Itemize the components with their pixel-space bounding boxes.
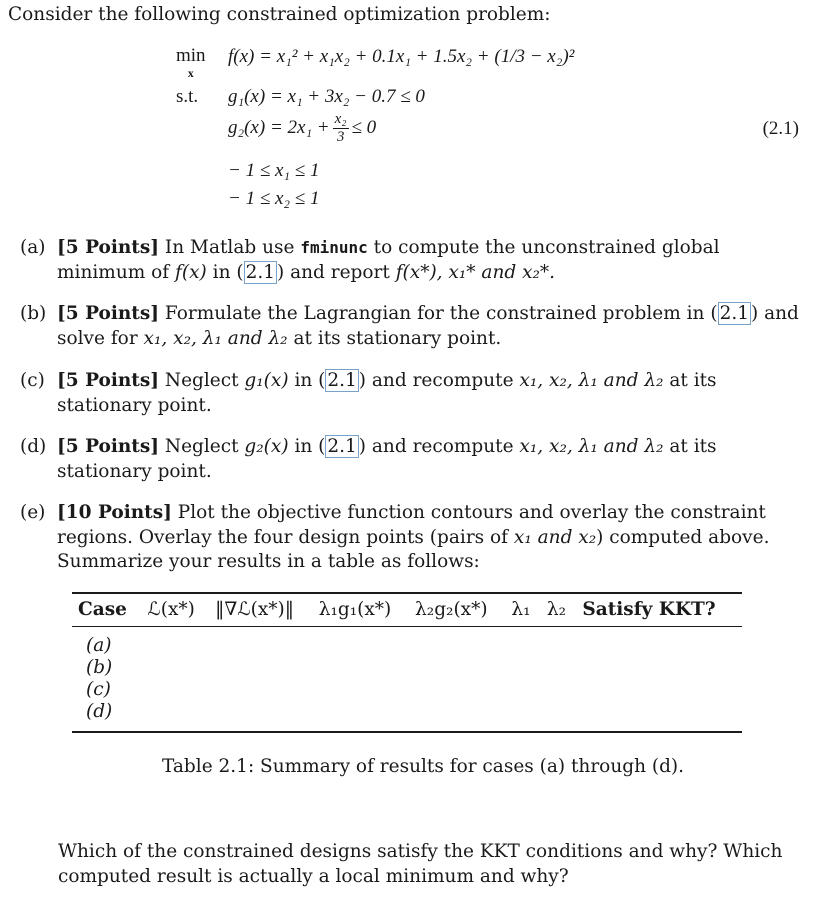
equation-ref: 2.1: [327, 370, 357, 391]
table-header: ‖∇ℒ(x*)‖: [209, 593, 313, 627]
table-header: λ₁: [505, 593, 541, 627]
equation-ref: 2.1: [245, 261, 275, 283]
closing-question: Which of the constrained designs satisfy the KKT conditions and why? Which computed result is actually a local minimum and why?: [58, 841, 783, 887]
part-c: (c) [5 Points] Neglect g₁(x) in ( 2.1 ) and recompute x₁, x₂, λ₁ and λ₂ at its stationary point.: [20, 370, 717, 416]
min-operator: min x: [176, 45, 206, 80]
table-row: [72, 679, 742, 701]
table-row: [72, 627, 742, 658]
summary-table: [72, 592, 742, 733]
table-header: λ₁g₁(x*): [313, 593, 409, 627]
constraint-g1: g₁(x) = x₁ + 3x₂ − 0.7 ≤ 0: [228, 86, 425, 107]
equation-ref: 2.1: [327, 436, 357, 457]
bound-x1: − 1 ≤ x₁ ≤ 1: [228, 160, 320, 181]
subject-to-label: s.t.: [176, 86, 199, 107]
part-e: (e) [10 Points] Plot the objective function contours and overlay the constraint regions. Overlay the four design points (pairs of x₁ and x₂) computed above. Summarize your results in a table as follows:: [20, 502, 770, 572]
table-header-row: [72, 593, 742, 627]
case-cell: (d): [72, 701, 141, 732]
case-cell: (a): [86, 635, 112, 656]
part-a: (a) [5 Points] In Matlab use fminunc to compute the unconstrained global minimum of f(x) in ( 2.1 ) and report f(x*), x₁* and x₂*.: [20, 237, 720, 283]
part-b: (b) [5 Points] Formulate the Lagrangian for the constrained problem in ( 2.1 ) and solve for x₁, x₂, λ₁ and λ₂ at its stationary point.: [20, 303, 799, 349]
equation-number: (2.1): [762, 118, 799, 139]
table-row: [72, 701, 742, 732]
table-caption: Table 2.1: Summary of results for cases (a) through (d).: [162, 756, 685, 777]
objective-function: f(x) = x₁² + x₁x₂ + 0.1x₁ + 1.5x₂ + (1/3 − x₂)²: [228, 46, 575, 67]
part-d: (d) [5 Points] Neglect g₂(x) in ( 2.1 ) and recompute x₁, x₂, λ₁ and λ₂ at its stationary point.: [20, 436, 717, 482]
table-header: λ₂g₂(x*): [409, 593, 505, 627]
table-row: [72, 657, 742, 679]
code-fminunc: fminunc: [300, 238, 368, 257]
table-header: Case: [72, 593, 141, 627]
intro-text: Consider the following constrained optimization problem:: [8, 4, 551, 25]
constraint-g2: g₂(x) = 2x₁ + $\frac{\text{x₂}}{3}$ ≤ 0: [228, 111, 377, 145]
bound-x2: − 1 ≤ x₂ ≤ 1: [228, 188, 320, 209]
case-cell: (c): [86, 679, 111, 700]
case-cell: (b): [86, 657, 113, 678]
table-header: λ₂: [541, 593, 577, 627]
equation-ref: 2.1: [719, 303, 749, 324]
table-header: Satisfy KKT?: [576, 593, 742, 627]
table-header: ℒ(x*): [141, 593, 209, 627]
